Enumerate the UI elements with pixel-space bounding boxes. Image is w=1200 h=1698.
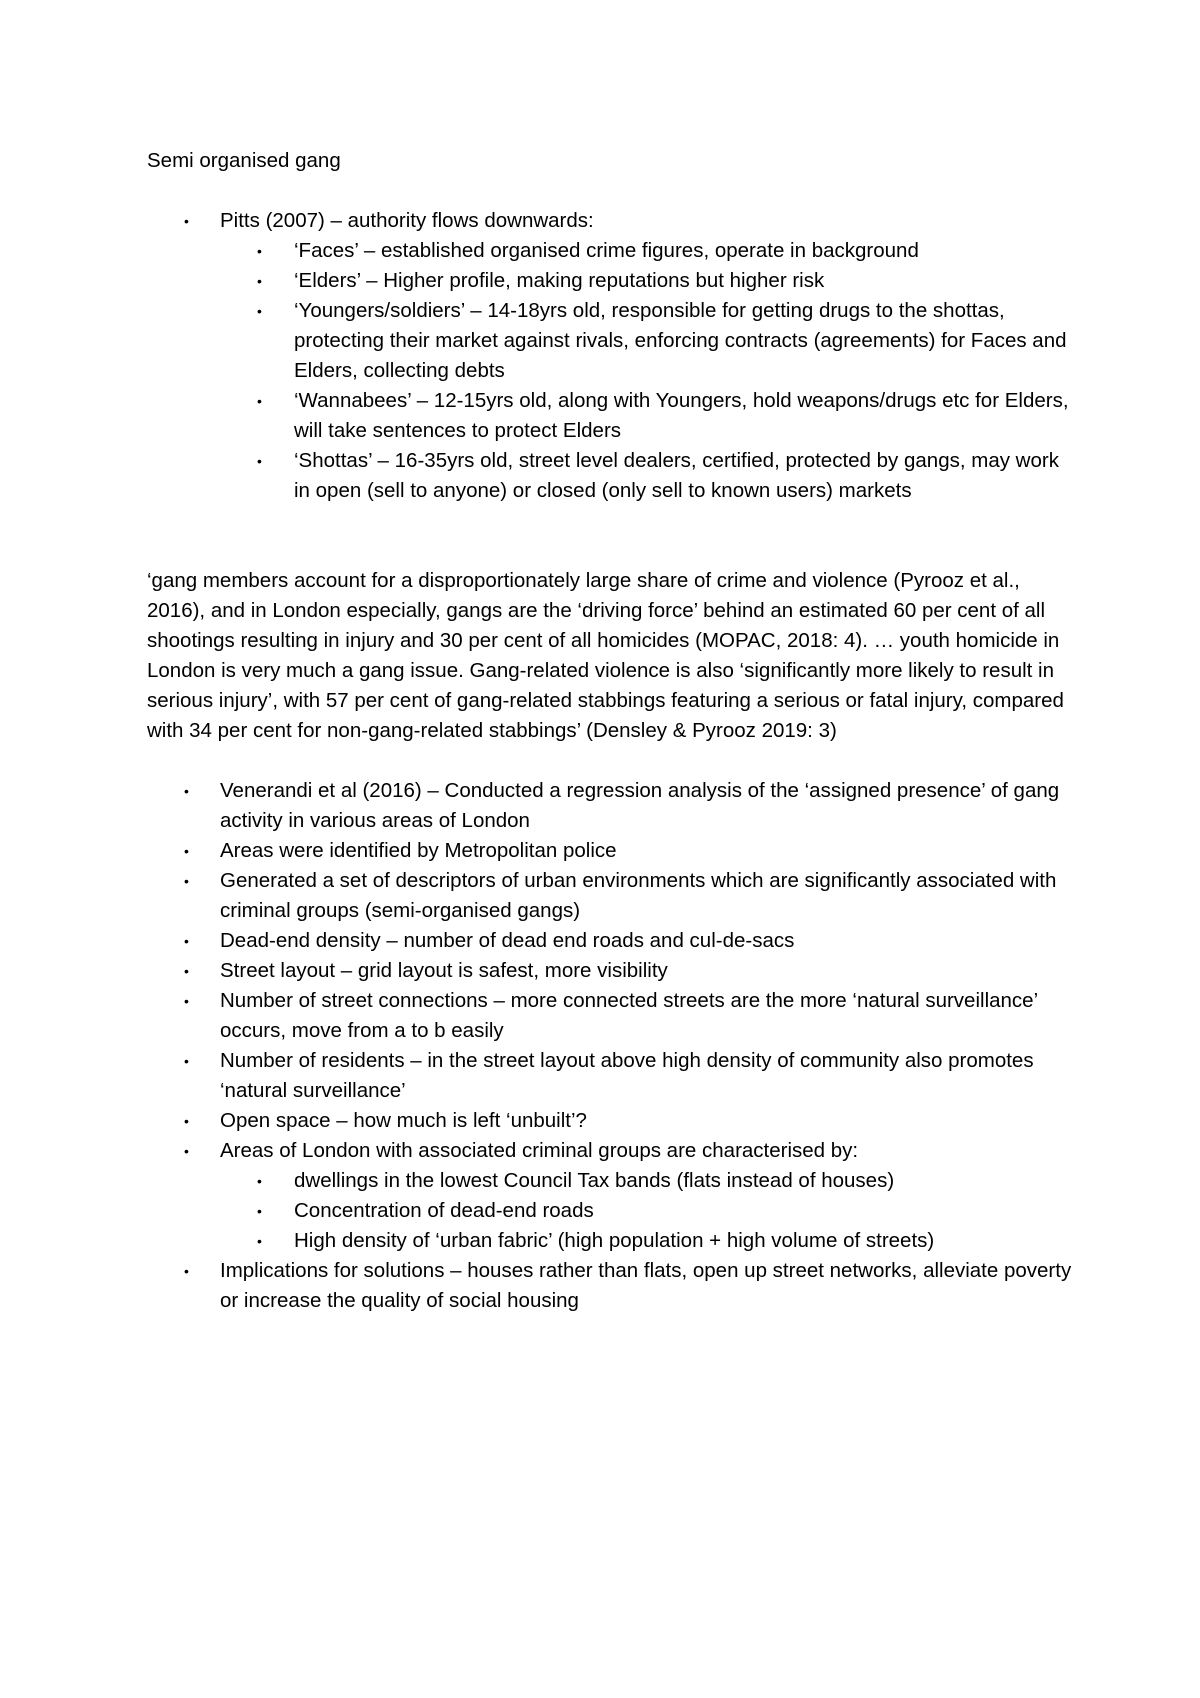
venerandi-item: Open space – how much is left ‘unbuilt’? [220,1109,587,1132]
bullet-icon: • [257,453,262,469]
list-item [147,1166,1077,1196]
bullet-icon: • [257,1173,262,1189]
bullet-icon: • [257,303,262,319]
implications-item: Implications for solutions – houses rather than flats, open up street networks, alleviate poverty or increase the quality of social housing [220,1259,1072,1312]
spacer [147,746,1077,776]
bullet-icon: • [184,1263,189,1279]
list-item [147,866,1077,926]
list-item [147,206,1077,236]
characteristic-item: dwellings in the lowest Council Tax bands (flats instead of houses) [294,1169,895,1192]
bullet-icon: • [184,783,189,799]
venerandi-item: Areas were identified by Metropolitan police [220,839,617,862]
venerandi-item: Areas of London with associated criminal groups are characterised by: [220,1139,859,1162]
list-item [147,236,1077,266]
list-item [147,956,1077,986]
list-item [147,386,1077,446]
bullet-icon: • [184,1113,189,1129]
document-content [147,146,1077,1316]
list-item [147,266,1077,296]
bullet-icon: • [257,243,262,259]
bullet-icon: • [184,843,189,859]
bullet-icon: • [184,213,189,229]
list-item [147,1106,1077,1136]
list-item [147,776,1077,836]
list-item [147,986,1077,1046]
venerandi-list [147,776,1077,1316]
bullet-icon: • [257,1203,262,1219]
bullet-icon: • [257,273,262,289]
characteristic-item: Concentration of dead-end roads [294,1199,594,1222]
role-wannabees: ‘Wannabees’ – 12-15yrs old, along with Youngers, hold weapons/drugs etc for Elders, will take sentences to protect Elders [294,389,1069,442]
bullet-icon: • [184,873,189,889]
list-item [147,1256,1077,1316]
venerandi-item: Number of street connections – more connected streets are the more ‘natural surveillance’ occurs, move from a to b easily [220,989,1038,1042]
list-item [147,1226,1077,1256]
pitts-list [147,206,1077,506]
bullet-icon: • [184,963,189,979]
list-item [147,836,1077,866]
bullet-icon: • [184,993,189,1009]
role-shottas: ‘Shottas’ – 16-35yrs old, street level dealers, certified, protected by gangs, may work in open (sell to anyone) or closed (only sell to known users) markets [294,449,1059,502]
list-item [147,1196,1077,1226]
bullet-icon: • [257,1233,262,1249]
list-item [147,446,1077,506]
list-item [147,1046,1077,1106]
list-item [147,926,1077,956]
list-item [147,1136,1077,1166]
pitts-intro: Pitts (2007) – authority flows downwards: [220,209,594,232]
venerandi-item: Generated a set of descriptors of urban environments which are significantly associated with criminal groups (semi-organised gangs) [220,869,1057,922]
venerandi-item: Venerandi et al (2016) – Conducted a regression analysis of the ‘assigned presence’ of gang activity in various areas of London [220,779,1060,832]
venerandi-item: Dead-end density – number of dead end roads and cul-de-sacs [220,929,795,952]
bullet-icon: • [257,393,262,409]
bullet-icon: • [184,1143,189,1159]
spacer [147,506,1077,566]
role-faces: ‘Faces’ – established organised crime figures, operate in background [294,239,919,262]
role-youngers: ‘Youngers/soldiers’ – 14-18yrs old, responsible for getting drugs to the shottas, protecting their market against rivals, enforcing contracts (agreements) for Faces and Elders, collecting debts [294,299,1067,382]
page-title: Semi organised gang [147,149,341,172]
venerandi-item: Number of residents – in the street layout above high density of community also promotes ‘natural surveillance’ [220,1049,1034,1102]
list-item [147,296,1077,386]
venerandi-item: Street layout – grid layout is safest, more visibility [220,959,668,982]
spacer [147,176,1077,206]
role-elders: ‘Elders’ – Higher profile, making reputations but higher risk [294,269,825,292]
bullet-icon: • [184,933,189,949]
bullet-icon: • [184,1053,189,1069]
quote-paragraph: ‘gang members account for a disproportionately large share of crime and violence (Pyrooz et al., 2016), and in London especially, gangs are the ‘driving force’ behind an estimated 60 per cent of all shootings resulting in injury and 30 per cent of all homicides (MOPAC, 2018: 4). … youth homicide in London is very much a gang issue. Gang-related violence is also ‘significantly more likely to result in serious injury’, with 57 per cent of gang-related stabbings featuring a serious or fatal injury, compared with 34 per cent for non-gang-related stabbings’ (Densley & Pyrooz 2019: 3) [147,569,1064,742]
characteristic-item: High density of ‘urban fabric’ (high population + high volume of streets) [294,1229,935,1252]
